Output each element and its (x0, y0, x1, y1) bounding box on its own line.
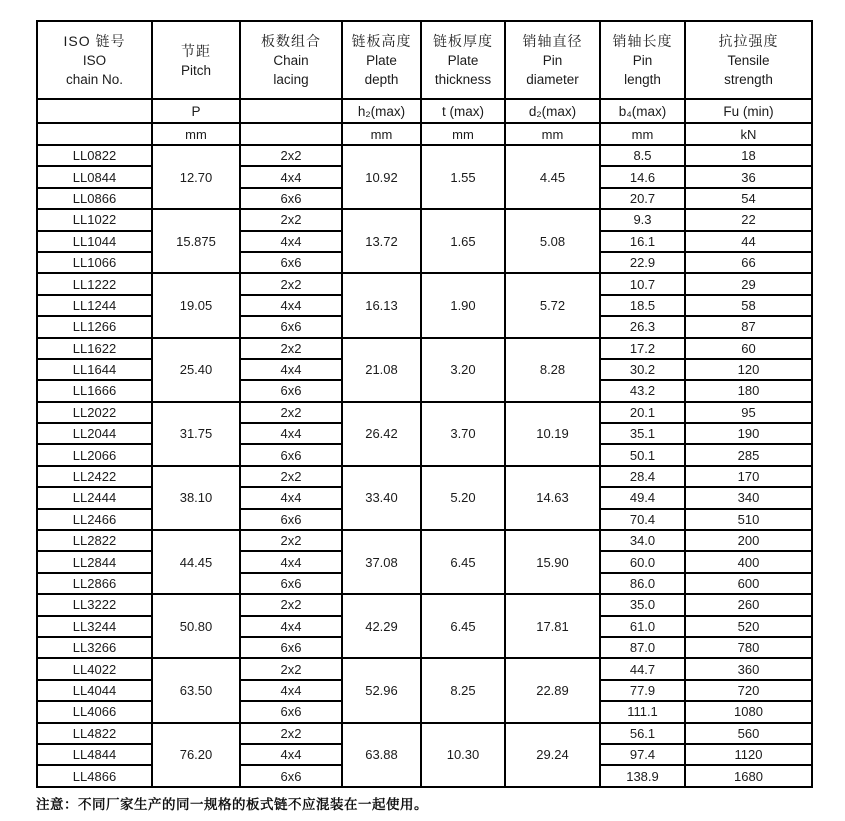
tensile-strength-cell: 66 (685, 252, 812, 273)
pin-diameter-cell: 14.63 (505, 466, 600, 530)
tensile-strength-cell: 400 (685, 551, 812, 572)
lacing-cell: 6x6 (240, 701, 342, 722)
pin-diameter-cell: 15.90 (505, 530, 600, 594)
tensile-strength-cell: 510 (685, 509, 812, 530)
header-line-en: depth (364, 72, 399, 87)
header-line-zh: 销轴直径 (522, 33, 583, 49)
pin-length-cell: 138.9 (600, 765, 685, 786)
plate-thickness-cell: 8.25 (421, 658, 505, 722)
tensile-strength-cell: 360 (685, 658, 812, 679)
tensile-strength-cell: 18 (685, 145, 812, 166)
plate-thickness-cell: 10.30 (421, 723, 505, 787)
lacing-cell: 6x6 (240, 637, 342, 658)
pin-diameter-cell: 8.28 (505, 338, 600, 402)
lacing-cell: 6x6 (240, 509, 342, 530)
tensile-strength-cell: 340 (685, 487, 812, 508)
pin-length-cell: 18.5 (600, 295, 685, 316)
lacing-cell: 4x4 (240, 359, 342, 380)
lacing-cell: 6x6 (240, 444, 342, 465)
pitch-cell: 12.70 (152, 145, 240, 209)
plate-depth-cell: 26.42 (342, 402, 421, 466)
table-row (37, 402, 812, 423)
chain-spec-table (36, 20, 813, 788)
lacing-cell: 6x6 (240, 380, 342, 401)
plate-thickness-cell: 1.90 (421, 273, 505, 337)
unit-chain-lacing (240, 123, 342, 145)
symbol-pin-diameter: d₂(max) (505, 99, 600, 123)
pin-length-cell: 14.6 (600, 166, 685, 187)
table-header (37, 21, 812, 145)
table-row (37, 145, 812, 166)
pitch-cell: 44.45 (152, 530, 240, 594)
header-line-en: chain No. (65, 72, 124, 87)
pin-diameter-cell: 5.72 (505, 273, 600, 337)
tensile-strength-cell: 180 (685, 380, 812, 401)
pin-diameter-cell: 5.08 (505, 209, 600, 273)
table-body (37, 145, 812, 787)
pin-length-cell: 70.4 (600, 509, 685, 530)
header-pin-length (600, 21, 685, 99)
chain-no-cell: LL4022 (37, 658, 152, 679)
plate-thickness-cell: 6.45 (421, 530, 505, 594)
lacing-cell: 2x2 (240, 273, 342, 294)
pin-length-cell: 35.0 (600, 594, 685, 615)
tensile-strength-cell: 520 (685, 616, 812, 637)
unit-plate-thickness: mm (421, 123, 505, 145)
chain-no-cell: LL4044 (37, 680, 152, 701)
tensile-strength-cell: 1680 (685, 765, 812, 786)
header-tensile-strength (685, 21, 812, 99)
plate-depth-cell: 42.29 (342, 594, 421, 658)
pin-length-cell: 97.4 (600, 744, 685, 765)
pin-length-cell: 50.1 (600, 444, 685, 465)
pin-length-cell: 8.5 (600, 145, 685, 166)
pin-diameter-cell: 29.24 (505, 723, 600, 787)
chain-no-cell: LL2844 (37, 551, 152, 572)
symbol-plate-thickness: t (max) (421, 99, 505, 123)
chain-no-cell: LL1244 (37, 295, 152, 316)
tensile-strength-cell: 44 (685, 231, 812, 252)
tensile-strength-cell: 170 (685, 466, 812, 487)
lacing-cell: 6x6 (240, 765, 342, 786)
pin-length-cell: 10.7 (600, 273, 685, 294)
chain-no-cell: LL2866 (37, 573, 152, 594)
symbol-chain-lacing (240, 99, 342, 123)
tensile-strength-cell: 1080 (685, 701, 812, 722)
chain-no-cell: LL0844 (37, 166, 152, 187)
pin-length-cell: 28.4 (600, 466, 685, 487)
symbol-pin-length: b₄(max) (600, 99, 685, 123)
pin-length-cell: 30.2 (600, 359, 685, 380)
chain-no-cell: LL2066 (37, 444, 152, 465)
tensile-strength-cell: 190 (685, 423, 812, 444)
tensile-strength-cell: 58 (685, 295, 812, 316)
pin-length-cell: 20.1 (600, 402, 685, 423)
header-line-en: Pin (542, 53, 563, 68)
chain-no-cell: LL1622 (37, 338, 152, 359)
tensile-strength-cell: 560 (685, 723, 812, 744)
plate-thickness-cell: 5.20 (421, 466, 505, 530)
lacing-cell: 2x2 (240, 594, 342, 615)
plate-thickness-cell: 6.45 (421, 594, 505, 658)
chain-no-cell: LL3222 (37, 594, 152, 615)
pitch-cell: 25.40 (152, 338, 240, 402)
lacing-cell: 6x6 (240, 188, 342, 209)
plate-depth-cell: 37.08 (342, 530, 421, 594)
pin-diameter-cell: 10.19 (505, 402, 600, 466)
pin-length-cell: 44.7 (600, 658, 685, 679)
header-line-en: Plate (366, 53, 397, 68)
header-line-en: ISO (82, 53, 107, 68)
tensile-strength-cell: 22 (685, 209, 812, 230)
chain-no-cell: LL1066 (37, 252, 152, 273)
header-line-zh: 节距 (181, 42, 211, 59)
header-line-en: lacing (273, 72, 309, 87)
pitch-cell: 38.10 (152, 466, 240, 530)
lacing-cell: 6x6 (240, 573, 342, 594)
lacing-cell: 4x4 (240, 744, 342, 765)
symbol-row (37, 99, 812, 123)
pin-length-cell: 56.1 (600, 723, 685, 744)
lacing-cell: 2x2 (240, 723, 342, 744)
header-line-en: Tensile (727, 53, 770, 68)
lacing-cell: 4x4 (240, 295, 342, 316)
chain-no-cell: LL4066 (37, 701, 152, 722)
unit-plate-depth: mm (342, 123, 421, 145)
table-row (37, 530, 812, 551)
header-line-en: length (624, 72, 661, 87)
pin-diameter-cell: 22.89 (505, 658, 600, 722)
header-line-en: Pitch (180, 62, 211, 78)
table-row (37, 723, 812, 744)
lacing-cell: 2x2 (240, 658, 342, 679)
table-row (37, 273, 812, 294)
chain-no-cell: LL2044 (37, 423, 152, 444)
header-plate-depth (342, 21, 421, 99)
pin-length-cell: 87.0 (600, 637, 685, 658)
table-row (37, 658, 812, 679)
header-line-en: strength (724, 72, 773, 87)
tensile-strength-cell: 120 (685, 359, 812, 380)
chain-no-cell: LL3266 (37, 637, 152, 658)
chain-no-cell: LL4866 (37, 765, 152, 786)
chain-no-cell: LL1022 (37, 209, 152, 230)
tensile-strength-cell: 720 (685, 680, 812, 701)
pitch-cell: 15.875 (152, 209, 240, 273)
header-line-zh: 链板厚度 (433, 33, 493, 49)
plate-depth-cell: 33.40 (342, 466, 421, 530)
tensile-strength-cell: 95 (685, 402, 812, 423)
lacing-cell: 6x6 (240, 252, 342, 273)
lacing-cell: 2x2 (240, 145, 342, 166)
pin-length-cell: 22.9 (600, 252, 685, 273)
table-row (37, 209, 812, 230)
header-line-zh: 板数组合 (261, 33, 321, 49)
footnote: 注意：不同厂家生产的同一规格的板式链不应混装在一起使用。 (36, 797, 428, 812)
pin-length-cell: 34.0 (600, 530, 685, 551)
plate-depth-cell: 10.92 (342, 145, 421, 209)
header-line-en: diameter (526, 72, 579, 87)
tensile-strength-cell: 60 (685, 338, 812, 359)
chain-no-cell: LL2822 (37, 530, 152, 551)
plate-depth-cell: 21.08 (342, 338, 421, 402)
tensile-strength-cell: 29 (685, 273, 812, 294)
pin-length-cell: 86.0 (600, 573, 685, 594)
header-line-en: Chain (273, 53, 309, 68)
chain-no-cell: LL4822 (37, 723, 152, 744)
header-line-zh: 链板高度 (351, 33, 412, 49)
lacing-cell: 2x2 (240, 466, 342, 487)
lacing-cell: 4x4 (240, 166, 342, 187)
symbol-iso-chain-no (37, 99, 152, 123)
tensile-strength-cell: 600 (685, 573, 812, 594)
plate-thickness-cell: 3.20 (421, 338, 505, 402)
tensile-strength-cell: 285 (685, 444, 812, 465)
chain-no-cell: LL2444 (37, 487, 152, 508)
pin-length-cell: 16.1 (600, 231, 685, 252)
lacing-cell: 4x4 (240, 487, 342, 508)
unit-pin-length: mm (600, 123, 685, 145)
pin-length-cell: 26.3 (600, 316, 685, 337)
plate-depth-cell: 63.88 (342, 723, 421, 787)
pitch-cell: 31.75 (152, 402, 240, 466)
header-row (37, 21, 812, 99)
table-row (37, 594, 812, 615)
pitch-cell: 63.50 (152, 658, 240, 722)
chain-no-cell: LL1666 (37, 380, 152, 401)
tensile-strength-cell: 260 (685, 594, 812, 615)
plate-depth-cell: 16.13 (342, 273, 421, 337)
pin-length-cell: 43.2 (600, 380, 685, 401)
plate-thickness-cell: 3.70 (421, 402, 505, 466)
pin-length-cell: 9.3 (600, 209, 685, 230)
chain-no-cell: LL1266 (37, 316, 152, 337)
pin-length-cell: 111.1 (600, 701, 685, 722)
lacing-cell: 4x4 (240, 680, 342, 701)
symbol-tensile-strength: Fu (min) (685, 99, 812, 123)
header-chain-lacing (240, 21, 342, 99)
unit-row (37, 123, 812, 145)
chain-no-cell: LL2022 (37, 402, 152, 423)
table-row (37, 338, 812, 359)
chain-no-cell: LL1044 (37, 231, 152, 252)
tensile-strength-cell: 36 (685, 166, 812, 187)
unit-pin-diameter: mm (505, 123, 600, 145)
pitch-cell: 50.80 (152, 594, 240, 658)
unit-tensile-strength: kN (685, 123, 812, 145)
pin-diameter-cell: 17.81 (505, 594, 600, 658)
header-line-zh: ISO 链号 (63, 33, 126, 49)
chain-no-cell: LL0822 (37, 145, 152, 166)
chain-no-cell: LL1644 (37, 359, 152, 380)
chain-no-cell: LL4844 (37, 744, 152, 765)
plate-thickness-cell: 1.55 (421, 145, 505, 209)
chain-no-cell: LL0866 (37, 188, 152, 209)
lacing-cell: 4x4 (240, 423, 342, 444)
lacing-cell: 6x6 (240, 316, 342, 337)
header-line-zh: 抗拉强度 (718, 33, 779, 49)
header-line-en: Pin (632, 53, 653, 68)
unit-pitch: mm (152, 123, 240, 145)
header-plate-thickness (421, 21, 505, 99)
tensile-strength-cell: 780 (685, 637, 812, 658)
lacing-cell: 4x4 (240, 551, 342, 572)
lacing-cell: 2x2 (240, 530, 342, 551)
lacing-cell: 2x2 (240, 338, 342, 359)
lacing-cell: 4x4 (240, 231, 342, 252)
unit-iso-chain-no (37, 123, 152, 145)
pin-length-cell: 35.1 (600, 423, 685, 444)
chain-no-cell: LL2422 (37, 466, 152, 487)
pitch-cell: 19.05 (152, 273, 240, 337)
header-line-en: Plate (447, 53, 479, 68)
pin-length-cell: 60.0 (600, 551, 685, 572)
table-row (37, 466, 812, 487)
lacing-cell: 2x2 (240, 402, 342, 423)
symbol-pitch: P (152, 99, 240, 123)
header-line-en: thickness (434, 72, 492, 87)
pin-length-cell: 17.2 (600, 338, 685, 359)
plate-thickness-cell: 1.65 (421, 209, 505, 273)
pin-length-cell: 20.7 (600, 188, 685, 209)
lacing-cell: 2x2 (240, 209, 342, 230)
pin-diameter-cell: 4.45 (505, 145, 600, 209)
tensile-strength-cell: 87 (685, 316, 812, 337)
tensile-strength-cell: 200 (685, 530, 812, 551)
header-line-zh: 销轴长度 (612, 33, 673, 49)
tensile-strength-cell: 1120 (685, 744, 812, 765)
pin-length-cell: 49.4 (600, 487, 685, 508)
symbol-plate-depth: h₂(max) (342, 99, 421, 123)
plate-depth-cell: 13.72 (342, 209, 421, 273)
pin-length-cell: 61.0 (600, 616, 685, 637)
pitch-cell: 76.20 (152, 723, 240, 787)
plate-depth-cell: 52.96 (342, 658, 421, 722)
header-iso-chain-no (37, 21, 152, 99)
chain-no-cell: LL2466 (37, 509, 152, 530)
tensile-strength-cell: 54 (685, 188, 812, 209)
header-pitch (152, 21, 240, 99)
header-pin-diameter (505, 21, 600, 99)
pin-length-cell: 77.9 (600, 680, 685, 701)
chain-no-cell: LL1222 (37, 273, 152, 294)
lacing-cell: 4x4 (240, 616, 342, 637)
chain-no-cell: LL3244 (37, 616, 152, 637)
